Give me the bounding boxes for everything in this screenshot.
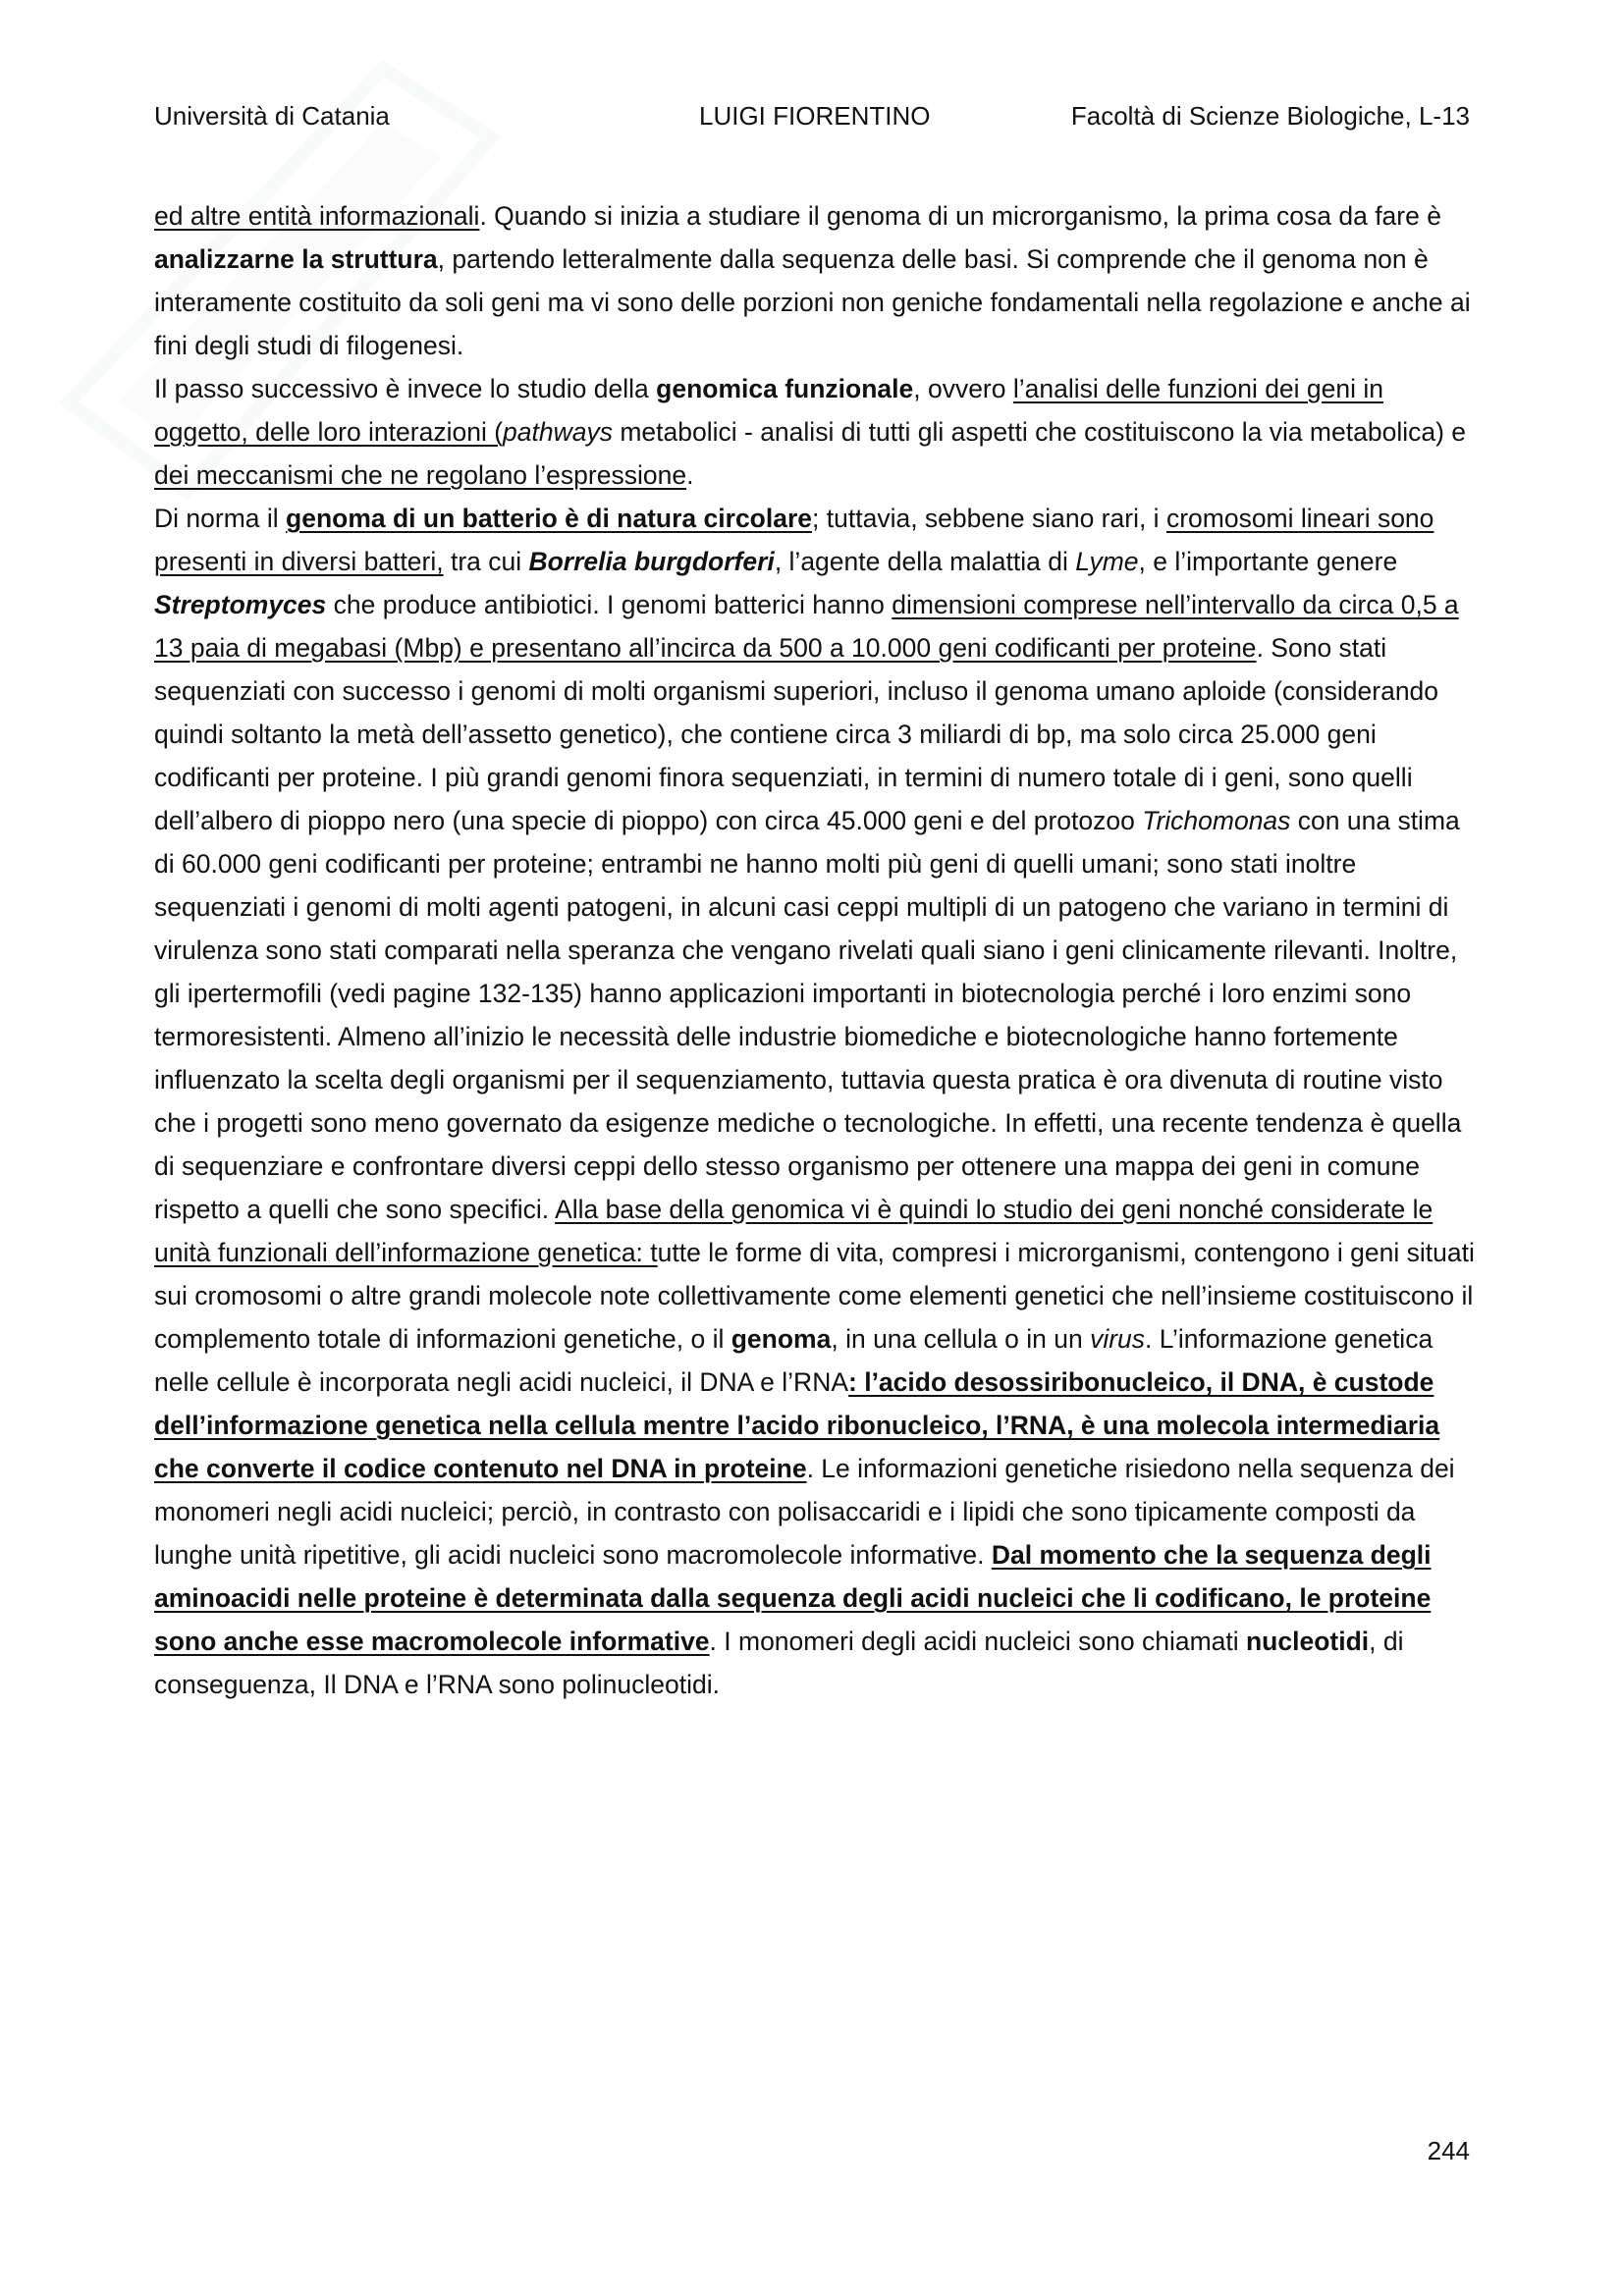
text-run: . (686, 460, 694, 490)
text-run: utte le forme di vita, compresi i microrganismi, contengono i geni situati sui cromosomi o altre grandi molecole note collettivamente come elementi genetici che nell’insieme costituiscono il complemento totale di informazioni genetiche, o il (154, 1238, 1475, 1354)
header-faculty: Facoltà di Scienze Biologiche, L-13 (1070, 101, 1470, 131)
text-run: Dal momento che la sequenza degli aminoacidi nelle proteine è determinata dalla sequenza degli acidi nucleici che li codificano, le proteine sono anche esse macromolecole informative (154, 1540, 1432, 1656)
text-run: nucleotidi (1246, 1627, 1370, 1656)
text-run: con una stima di 60.000 geni codificanti per proteine; entrambi ne hanno molti più geni di quelli umani; sono stati inoltre sequenziati i genomi di molti agenti patogeni, in alcuni casi ceppi multipli di un patogeno che variano in termini di virulenza sono stati comparati nella speranza che vengano rivelati quali siano i geni clinicamente rilevanti. Inoltre, gli ipertermofili (vedi pagine 132-135) hanno applicazioni importanti in biotecnologia perché i loro enzimi sono termoresistenti. Almeno all’inizio le necessità delle industrie biomediche e biotecnologiche hanno fortemente influenzato la scelta degli organismi per il sequenziamento, tuttavia questa pratica è ora divenuta di routine visto che i progetti sono meno governato da esigenze mediche o tecnologiche. In effetti, una recente tendenza è quella di sequenziare e confrontare diversi ceppi dello stesso organismo per ottenere una mappa dei geni in comune rispetto a quelli che sono specifici. (154, 806, 1462, 1224)
text-run: cromosomi lineari sono presenti in diversi batteri, (154, 504, 1434, 576)
text-run: , e l’importante genere (1138, 547, 1398, 576)
text-run: ; tuttavia, sebbene siano rari, i (812, 504, 1166, 533)
text-run: tra cui (443, 547, 529, 576)
text-run: Trichomonas (1142, 806, 1291, 835)
text-run: , di conseguenza, Il DNA e l’RNA sono polinucleotidi. (154, 1627, 1404, 1699)
text-run: , partendo letteralmente dalla sequenza delle basi. Si comprende che il genoma non è interamente costituito da soli geni ma vi sono delle porzioni non geniche fondamentali nella regolazione e anche ai fini degli studi di filogenesi. (154, 244, 1471, 360)
text-run: dei meccanismi che ne regolano l’espressione (154, 460, 687, 490)
header-university: Università di Catania (154, 101, 390, 131)
paragraph (154, 194, 1475, 367)
header-author: LUIGI FIORENTINO (699, 101, 931, 131)
text-run: analizzarne la struttura (154, 244, 438, 274)
paragraph (154, 367, 1475, 497)
paragraph (154, 497, 1475, 1706)
text-run: Il passo successivo è invece lo studio della (154, 374, 657, 403)
text-run: . Sono stati sequenziati con successo i genomi di molti organismi superiori, incluso il genoma umano aploide (considerando quindi soltanto la metà dell’assetto genetico), che contiene circa 3 miliardi di bp, ma solo circa 25.000 geni codificanti per proteine. I più grandi genomi finora sequenziati, in termini di numero totale di i geni, sono quelli dell’albero di pioppo nero (una specie di pioppo) con circa 45.000 geni e del protozoo (154, 633, 1439, 835)
text-run: . Quando si inizia a studiare il genoma di un microrganismo, la prima cosa da fare è (479, 201, 1441, 231)
text-run: Lyme (1075, 547, 1139, 576)
text-run: Alla base della genomica vi è quindi lo studio dei geni nonché considerate le unità funzionali dell’informazione genetica: t (154, 1195, 1434, 1267)
text-run: Streptomyces (154, 590, 327, 619)
text-run: Di norma il (154, 504, 287, 533)
text-run: genoma di un batterio è di natura circolare (286, 504, 813, 533)
text-run: dimensioni comprese nell’intervallo da circa 0,5 a 13 paia di megabasi (Mbp) e presentano all’incirca da 500 a 10.000 geni codificanti per proteine (154, 590, 1459, 663)
text-run: pathways (503, 417, 613, 447)
text-run: : l’acido desossiribonucleico, il DNA, è custode dell’informazione genetica nella cellula mentre l’acido ribonucleico, l’RNA, è una molecola intermediaria che converte il codice contenuto nel DNA in proteine (154, 1367, 1440, 1483)
text-run: metabolici - analisi di tutti gli aspetti che costituiscono la via metabolica) e (612, 417, 1467, 447)
text-run: genomica funzionale (656, 374, 914, 403)
text-run: l’analisi delle funzioni dei geni in oggetto, delle loro interazioni ( (154, 374, 1384, 447)
text-run: virus (1090, 1324, 1146, 1354)
body-text (154, 194, 1475, 1706)
text-run: . L’informazione genetica nelle cellule è incorporata negli acidi nucleici, il DNA e l’RNA (154, 1324, 1434, 1397)
text-run: . Le informazioni genetiche risiedono nella sequenza dei monomeri negli acidi nucleici; perciò, in contrasto con polisaccaridi e i lipidi che sono tipicamente composti da lunghe unità ripetitive, gli acidi nucleici sono macromolecole informative. (154, 1454, 1455, 1570)
text-run: , in una cellula o in un (831, 1324, 1091, 1354)
text-run: Borrelia burgdorferi (528, 547, 775, 576)
text-run: che produce antibiotici. I genomi batterici hanno (326, 590, 893, 619)
text-run: ed altre entità informazionali (154, 201, 480, 231)
page-number: 244 (1427, 2136, 1470, 2165)
text-run: . I monomeri degli acidi nucleici sono chiamati (709, 1627, 1246, 1656)
text-run: , l’agente della malattia di (774, 547, 1076, 576)
text-run: , ovvero (913, 374, 1013, 403)
text-run: genoma (730, 1324, 832, 1354)
